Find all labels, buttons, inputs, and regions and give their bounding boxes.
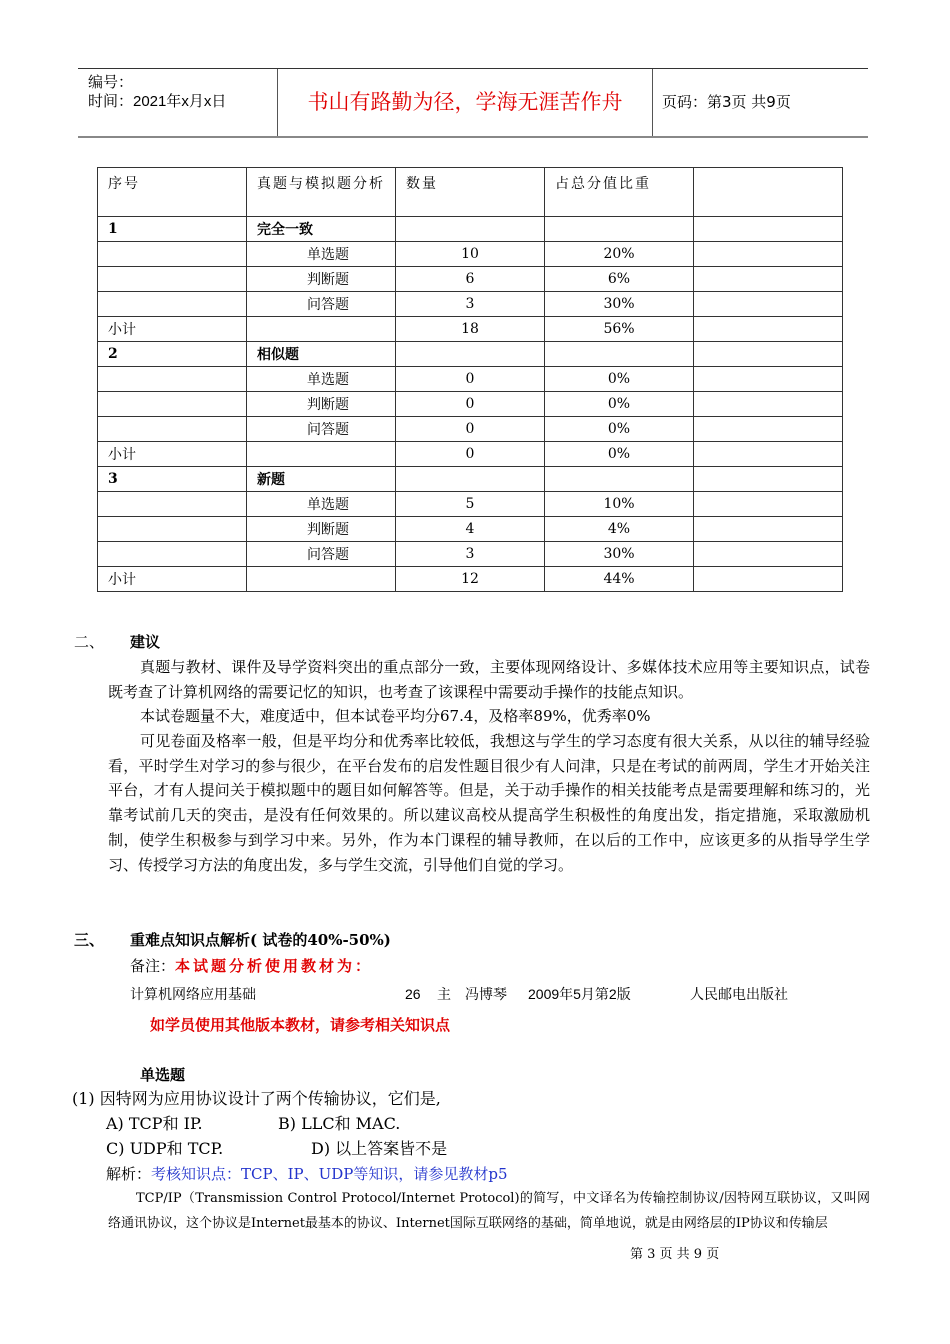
book-role: 主	[437, 986, 451, 1002]
option-d: D) 以上答案皆不是	[311, 1139, 448, 1158]
note-red: 本试题分析使用教材为：	[175, 957, 374, 975]
table-cell: 完全一致	[247, 217, 396, 242]
table-row	[98, 517, 843, 542]
table-cell	[694, 417, 843, 442]
table-row	[98, 242, 843, 267]
page-footer: 第 3 页 共 9 页	[630, 1247, 720, 1262]
table-cell: 问答题	[247, 542, 396, 567]
table-cell	[694, 492, 843, 517]
table-header-row	[98, 168, 843, 217]
table-row	[98, 267, 843, 292]
table-cell	[694, 317, 843, 342]
table-cell	[694, 567, 843, 592]
table-cell: 小计	[98, 567, 247, 592]
section2-para2: 本试卷题量不大，难度适中，但本试卷平均分67.4，及格率89%，优秀率0%	[140, 707, 651, 725]
time-label: 时间：2021年x月x日	[88, 93, 227, 110]
table-cell: 3	[98, 467, 247, 492]
table-cell	[98, 542, 247, 567]
table-cell	[694, 517, 843, 542]
table-cell	[98, 242, 247, 267]
book-publisher: 人民邮电出版社	[690, 986, 788, 1002]
table-cell	[694, 342, 843, 367]
table-row	[98, 367, 843, 392]
column-header: 真题与模拟题分析	[247, 168, 396, 217]
table-row	[98, 442, 843, 467]
table-cell: 4%	[545, 517, 694, 542]
table-row	[98, 392, 843, 417]
table-cell: 4	[396, 517, 545, 542]
table-cell	[545, 217, 694, 242]
table-cell	[694, 292, 843, 317]
table-cell: 0%	[545, 442, 694, 467]
book-number: 26	[405, 986, 421, 1002]
table-cell	[396, 342, 545, 367]
table-row	[98, 492, 843, 517]
analysis-label: 解析：	[106, 1165, 152, 1183]
table-cell: 10%	[545, 492, 694, 517]
table-cell: 10	[396, 242, 545, 267]
section2-number: 二、	[74, 633, 105, 651]
table-cell	[694, 217, 843, 242]
table-cell: 20%	[545, 242, 694, 267]
table-cell: 3	[396, 292, 545, 317]
serial-label: 编号：	[88, 74, 134, 91]
header-page: 页码：第3页 共9页	[662, 93, 791, 111]
table-cell: 56%	[545, 317, 694, 342]
table-cell: 3	[396, 542, 545, 567]
table-cell: 0%	[545, 392, 694, 417]
column-header: 序号	[98, 168, 247, 217]
table-cell	[694, 542, 843, 567]
table-cell: 0	[396, 442, 545, 467]
table-row	[98, 217, 843, 242]
table-cell	[694, 367, 843, 392]
textbook-note	[130, 954, 373, 979]
book-edition: 2009年5月第2版	[528, 986, 631, 1002]
table-cell: 5	[396, 492, 545, 517]
table-cell	[694, 242, 843, 267]
table-row	[98, 342, 843, 367]
table-cell: 30%	[545, 292, 694, 317]
table-cell	[98, 517, 247, 542]
option-b: B) LLC和 MAC.	[278, 1114, 401, 1133]
table-row	[98, 467, 843, 492]
book-name: 计算机网络应用基础	[130, 986, 256, 1002]
table-cell	[247, 442, 396, 467]
table-cell: 0	[396, 392, 545, 417]
table-cell	[545, 342, 694, 367]
table-cell	[396, 467, 545, 492]
table-cell: 30%	[545, 542, 694, 567]
column-header: 占总分值比重	[545, 168, 694, 217]
table-cell: 判断题	[247, 517, 396, 542]
table-cell: 单选题	[247, 242, 396, 267]
table-cell: 44%	[545, 567, 694, 592]
textbook-warning: 如学员使用其他版本教材，请参考相关知识点	[150, 1016, 451, 1034]
table-row	[98, 567, 843, 592]
table-cell: 小计	[98, 442, 247, 467]
table-cell: 新题	[247, 467, 396, 492]
section2-para3: 可见卷面及格率一般，但是平均分和优秀率比较低，我想这与学生的学习态度有很大关系，从以往的辅导经验看，平时学生对学习的参与很少，在平台发布的启发性题目很少有人问津，只是在考试的前两周，学生才开始关注平台，才有人提问关于模拟题中的题目如何解答等。但是，关于动手操作的相关技能考点是需要理解和练习的，光靠考试前几天的突击，是没有任何效果的。所以建议高校从提高学生积极性的角度出发，指定措施，采取激励机制，使学生积极参与到学习中来。另外，作为本门课程的辅导教师，在以后的工作中，应该更多的从指导学生学习、传授学习方法的角度出发，多与学生交流，引导他们自觉的学习。	[108, 732, 870, 874]
table-row	[98, 542, 843, 567]
table-cell	[545, 467, 694, 492]
explanation: TCP/IP（Transmission Control Protocol/Internet Protocol)的简写，中文译名为传输控制协议/因特网互联协议，又叫网络通讯协议，这个协议是Internet最基本的协议、Internet国际互联网络的基础，简单地说，就是由网络层的IP协议和传输层	[108, 1191, 870, 1231]
table-row	[98, 317, 843, 342]
book-author: 冯博琴	[465, 986, 507, 1002]
table-cell	[694, 267, 843, 292]
table-cell: 相似题	[247, 342, 396, 367]
analysis	[106, 1162, 508, 1187]
table-cell	[396, 217, 545, 242]
table-cell: 0%	[545, 417, 694, 442]
table-cell: 18	[396, 317, 545, 342]
table-cell: 单选题	[247, 492, 396, 517]
table-row	[98, 417, 843, 442]
table-cell	[247, 317, 396, 342]
question-1: (1) 因特网为应用协议设计了两个传输协议，它们是,	[72, 1089, 441, 1108]
table-cell	[98, 492, 247, 517]
table-cell: 判断题	[247, 267, 396, 292]
note-label: 备注：	[130, 957, 176, 975]
analysis-table	[97, 167, 843, 592]
header-motto: 书山有路勤为径，学海无涯苦作舟	[278, 69, 653, 136]
column-header	[694, 168, 843, 217]
table-cell	[694, 442, 843, 467]
table-cell	[98, 417, 247, 442]
table-cell: 6%	[545, 267, 694, 292]
analysis-text: 考核知识点：TCP、IP、UDP等知识，请参见教材p5	[151, 1165, 508, 1183]
table-cell	[247, 567, 396, 592]
table-cell: 12	[396, 567, 545, 592]
header-meta	[78, 69, 278, 136]
table-cell	[98, 267, 247, 292]
table-row	[98, 292, 843, 317]
table-cell: 1	[98, 217, 247, 242]
option-a: A) TCP和 IP.	[106, 1114, 203, 1133]
table-cell: 小计	[98, 317, 247, 342]
table-cell: 问答题	[247, 292, 396, 317]
table-cell: 0	[396, 367, 545, 392]
page-header	[78, 68, 868, 138]
table-cell: 2	[98, 342, 247, 367]
table-cell	[98, 392, 247, 417]
subhead-single-choice: 单选题	[140, 1066, 186, 1084]
table-cell: 6	[396, 267, 545, 292]
table-cell	[98, 292, 247, 317]
table-cell: 0%	[545, 367, 694, 392]
table-cell	[694, 392, 843, 417]
table-cell	[98, 367, 247, 392]
table-cell: 判断题	[247, 392, 396, 417]
table-cell: 0	[396, 417, 545, 442]
table-cell	[694, 467, 843, 492]
table-cell: 问答题	[247, 417, 396, 442]
section3-title: 重难点知识点解析( 试卷的40%-50%)	[130, 931, 391, 949]
section3-number: 三、	[74, 931, 105, 949]
column-header: 数量	[396, 168, 545, 217]
section2-title: 建议	[130, 633, 161, 651]
table-cell: 单选题	[247, 367, 396, 392]
option-c: C) UDP和 TCP.	[106, 1139, 224, 1158]
section2-para1: 真题与教材、课件及导学资料突出的重点部分一致，主要体现网络设计、多媒体技术应用等主要知识点，试卷既考查了计算机网络的需要记忆的知识，也考查了该课程中需要动手操作的技能点知识。	[108, 658, 870, 701]
